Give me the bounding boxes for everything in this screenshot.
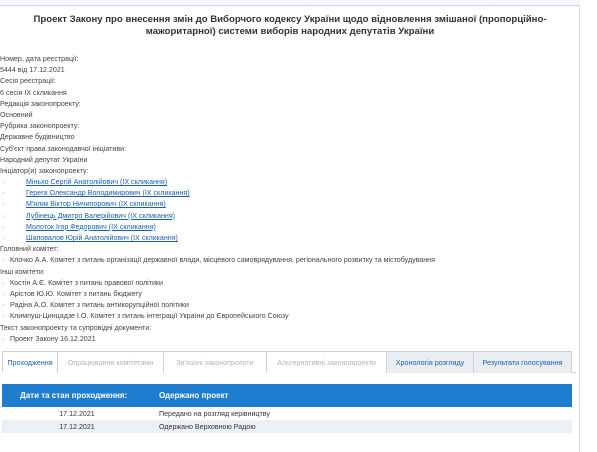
edition-value: Основний	[0, 110, 33, 119]
initiator-link[interactable]: Лубінець Дмитро Валерійович (IX скликання)	[26, 211, 176, 220]
initiator-item	[0, 233, 580, 244]
tab-committees[interactable]: Опрацювання комітетами	[57, 351, 164, 373]
initiator-item	[0, 222, 580, 233]
committee-text: Климпуш-Цинцадзе І.О. Комітет з питань інтеграції України до Європейського Союзу	[10, 312, 289, 321]
committee-text: Радіна А.О. Комітет з питань антикорупційної політики	[10, 301, 189, 310]
initiator-item	[0, 177, 580, 188]
committee-text: Арістов Ю.Ю. Комітет з питань бюджету	[10, 289, 142, 298]
row-event: Одержано Верховною Радою	[159, 422, 256, 431]
documents-label: Текст законопроекту та супровідні документи:	[0, 323, 152, 332]
table-row	[2, 420, 572, 433]
bill-info	[0, 54, 580, 345]
row-date: 17.12.2021	[59, 409, 95, 418]
other-committees-label: Інші комітети:	[0, 267, 45, 276]
initiator-item	[0, 199, 580, 210]
initiator-link[interactable]: Молоток Ігор Федорович (IX скликання)	[26, 222, 156, 231]
initiator-item	[0, 211, 580, 222]
bill-title: Проект Закону про внесення змін до Виборчого кодексу України щодо відновлення змішаної (пропорційно-мажоритарної) системи виборів народних депутатів України	[33, 14, 547, 37]
registration-label: Номер, дата реєстрації:	[0, 55, 79, 63]
initiator-link[interactable]: Герега Олександр Володимирович (IX скликання)	[26, 189, 190, 198]
main-committee-label: Головний комітет:	[0, 245, 59, 254]
registration-value: 5444 від 17.12.2021	[0, 66, 65, 75]
tab-voting-results[interactable]: Результати голосування	[473, 351, 572, 373]
initiators-label: Ініціатор(и) законопроекту:	[0, 166, 89, 175]
progress-table	[2, 384, 572, 433]
rubric-value: Державне будівництво	[0, 133, 75, 142]
bill-tabs	[2, 351, 576, 373]
session-label: Сесія реєстрації:	[0, 77, 56, 86]
tab-chronology[interactable]: Хронологія розгляду	[386, 351, 474, 373]
initiator-item	[0, 188, 580, 199]
row-date: 17.12.2021	[59, 422, 95, 431]
header-status: Одержано проект	[159, 391, 229, 400]
committee-item	[0, 289, 580, 300]
committee-item	[0, 311, 580, 322]
initiator-link[interactable]: М'ялик Віктор Ничипорович (IX скликання)	[26, 200, 166, 209]
tab-related-bills[interactable]: Зв'язані законопроекти	[163, 351, 267, 373]
committee-item	[0, 278, 580, 289]
initiator-link[interactable]: Шаповалов Юрій Анатолійович (IX скликання)	[26, 234, 178, 242]
edition-label: Редакція законопроекту:	[0, 99, 81, 108]
row-event: Передано на розгляд керівництву	[159, 409, 270, 418]
initiator-link[interactable]: Міньхо Сергій Анатолійович (IX скликання)	[26, 178, 168, 187]
document-item	[0, 334, 580, 345]
tab-progress[interactable]: Проходження	[2, 351, 58, 373]
subject-label: Суб'єкт права законодавчої ініціативи:	[0, 144, 127, 153]
committee-text: Костін А.Є. Комітет з питань правової політики	[10, 278, 163, 287]
header-date: Дати та стан проходження:	[20, 391, 128, 400]
document-text: Проект Закону 16.12.2021	[10, 334, 96, 343]
committee-item	[0, 300, 580, 311]
tab-alternative-bills[interactable]: Альтернативні законопроекти	[266, 351, 387, 373]
subject-value: Народний депутат України	[0, 155, 88, 164]
rubric-label: Рубрика законопроекту:	[0, 122, 80, 131]
table-header	[2, 384, 572, 407]
main-committee-item	[0, 255, 580, 266]
session-value: 6 сесія IX скликання	[0, 88, 67, 97]
table-row	[2, 407, 572, 420]
main-committee-value: Клочко А.А. Комітет з питань організації державної влади, місцевого самоврядування, регіонального розвитку та містобудування	[10, 256, 435, 265]
